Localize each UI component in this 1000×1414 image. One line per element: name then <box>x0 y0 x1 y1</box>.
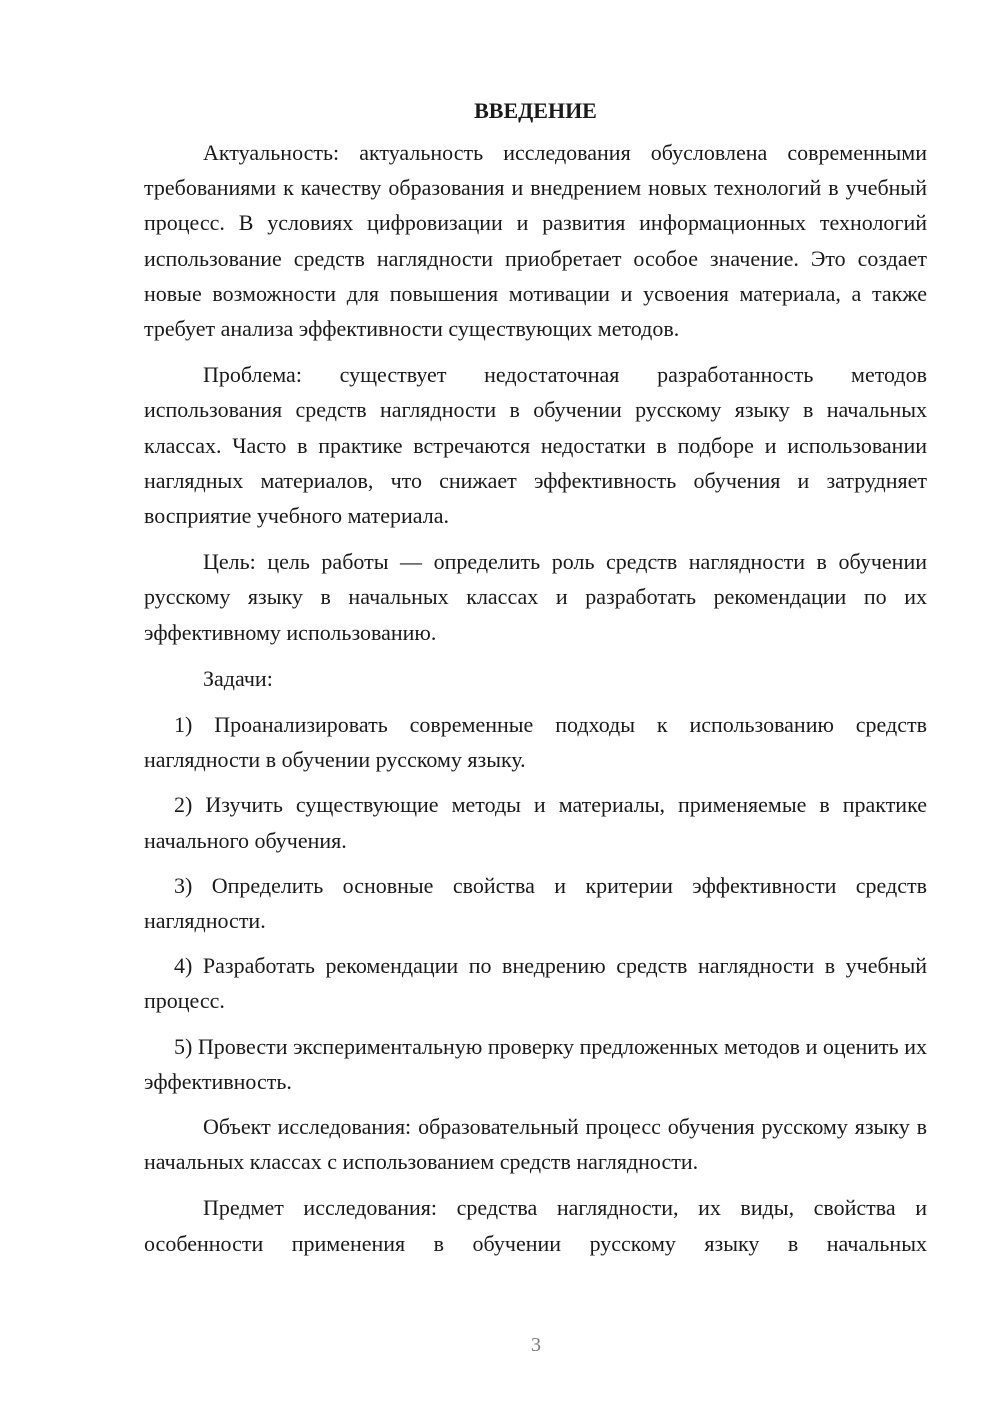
paragraph-relevance: Актуальность: актуальность исследования обусловлена современными требованиями к качеству образования и внедрением новых технологий в учебный процесс. В условиях цифровизации и развития информационных технологий использование средств наглядности приобретает особое значение. Это создает новые возможности для повышения мотивации и усвоения материала, а также требует анализа эффективности существующих методов. <box>144 140 927 342</box>
paragraph-goal: Цель: цель работы — определить роль средств наглядности в обучении русскому языку в начальных классах и разработать рекомендации по их эффективному использованию. <box>144 549 927 645</box>
page-content <box>144 96 927 1272</box>
section-title: ВВЕДЕНИЕ <box>474 98 597 123</box>
task-item-1: 1) Проанализировать современные подходы к использованию средств наглядности в обучении русскому языку. <box>144 712 927 773</box>
page-number: 3 <box>531 1334 541 1356</box>
tasks-label: Задачи: <box>203 665 273 691</box>
task-item-3: 3) Определить основные свойства и критерии эффективности средств наглядности. <box>144 872 927 934</box>
paragraph-problem: Проблема: существует недостаточная разработанность методов использования средств наглядности в обучении русскому языку в начальных классах. Часто в практике встречаются недостатки в подборе и использовании наглядных материалов, что снижает эффективность обучения и затрудняет восприятие учебного материала. <box>144 362 927 529</box>
task-item-5: 5) Провести экспериментальную проверку предложенных методов и оценить их эффективность. <box>144 1033 927 1094</box>
paragraph-subject: Предмет исследования: средства наглядности, их виды, свойства и особенности применения в обучении русскому языку в начальных <box>144 1195 927 1256</box>
task-item-4: 4) Разработать рекомендации по внедрению средств наглядности в учебный процесс. <box>144 953 927 1014</box>
paragraph-object: Объект исследования: образовательный процесс обучения русскому языку в начальных классах с использованием средств наглядности. <box>144 1114 927 1175</box>
task-item-2: 2) Изучить существующие методы и материалы, применяемые в практике начального обучения. <box>144 792 927 853</box>
